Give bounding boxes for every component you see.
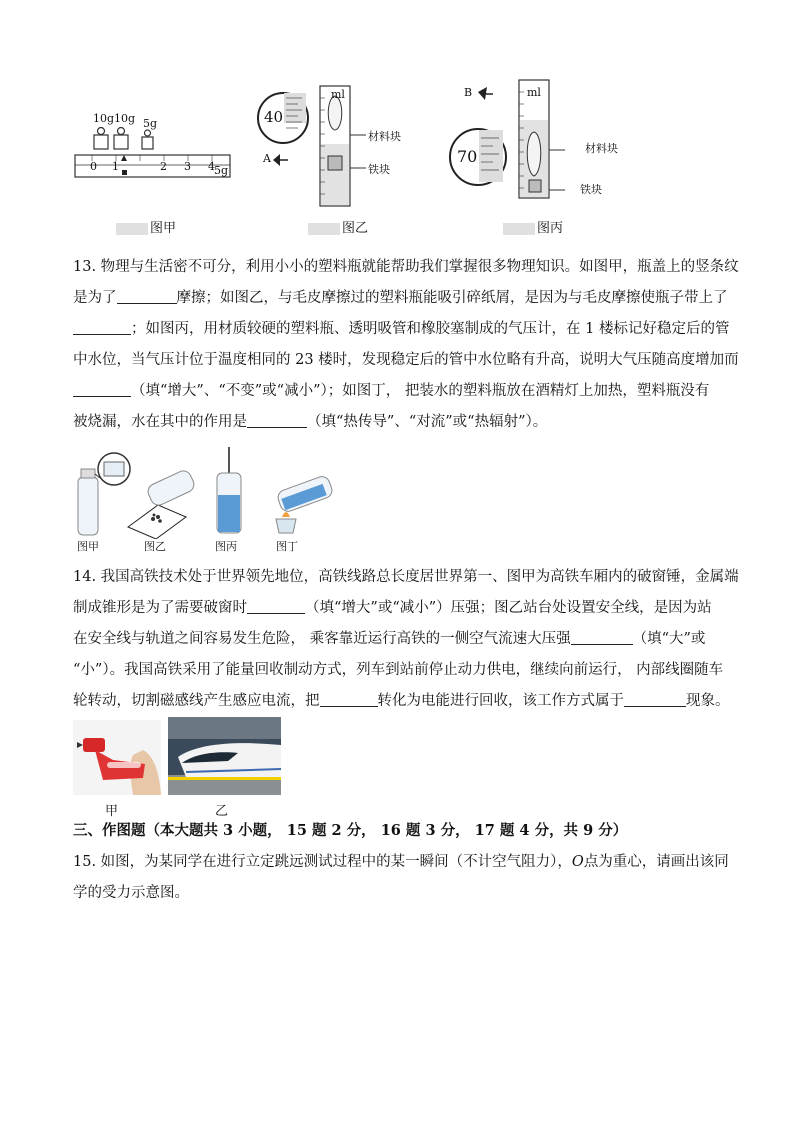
figure-bottles: [68, 447, 348, 539]
bottle-jia: [78, 453, 130, 535]
q13-line-6: 被烧漏，水在其中的作用是 （填“热传导”、“对流”或“热辐射”）。: [73, 414, 548, 430]
bing-reading: 70: [457, 147, 478, 166]
yi-reading: 40: [264, 108, 284, 126]
mid-caption-ding: 图丁: [276, 540, 298, 553]
q13-blank-3[interactable]: [73, 382, 131, 397]
q13-blank-1[interactable]: [117, 289, 177, 304]
weight-label-1: 10g: [93, 112, 115, 125]
photo-emergency-hammer: [73, 720, 161, 795]
mid-caption-bing: 图丙: [215, 540, 237, 553]
q13-line-3: ；如图丙，用材质较硬的塑料瓶、透明吸管和橡胶塞制成的气压计，在 1 楼标记好稳定后的管: [73, 319, 729, 339]
q15-line-2: 学的受力示意图。: [73, 885, 189, 901]
q14-blank-2[interactable]: [571, 630, 633, 645]
yi-material-label: 材料块: [368, 130, 401, 143]
ruler-tick-2: 2: [160, 160, 167, 173]
ruler-tick-0: 0: [90, 160, 97, 173]
yi-point-a: A: [263, 152, 271, 165]
q13-blank-2[interactable]: [73, 320, 131, 335]
q13-blank-4[interactable]: [247, 413, 307, 428]
ruler-tick-5: 5g: [214, 164, 229, 177]
yi-unit: ml: [331, 88, 345, 101]
q14-line-2: 制成锥形是为了需要破窗时 （填“增大”或“减小”）压强；图乙站台处设置安全线，是因为站: [73, 600, 712, 616]
q14-line-4: “小”）。我国高铁采用了能量回收制动方式，列车到站前停止动力供电，继续向前运行， 内部线圈随车: [73, 662, 724, 678]
q14-blank-1[interactable]: [247, 599, 305, 614]
weight-label-2: 10g: [114, 112, 136, 125]
bing-unit: ml: [527, 86, 541, 99]
weight-label-3: 5g: [143, 117, 158, 130]
q14-line-1: 14. 我国高铁技术处于世界领先地位，高铁线路总长度居世界第一、图甲为高铁车厢内的破窗锤，金属端: [73, 569, 739, 585]
bing-material-label: 材料块: [585, 142, 618, 155]
caption-yi: 图乙: [308, 217, 368, 236]
bing-point-b: B: [464, 86, 473, 99]
section-3-heading: 三、作图题（本大题共 3 小题， 15 题 2 分， 16 题 3 分， 17 题 4 分，共 9 分）: [73, 822, 628, 839]
q14-caption-jia: 甲: [105, 804, 119, 819]
q13-line-2: 是为了 摩擦；如图乙，与毛皮摩擦过的塑料瓶能吸引碎纸屑，是因为与毛皮摩擦使瓶子带上了: [73, 290, 728, 306]
q13-line-5: （填“增大”、“不变”或“减小”）；如图丁， 把装水的塑料瓶放在酒精灯上加热，塑料瓶没有: [73, 381, 709, 401]
yi-iron-label: 铁块: [368, 163, 390, 176]
mid-caption-jia: 图甲: [77, 540, 99, 553]
q14-blank-3[interactable]: [320, 692, 378, 707]
ruler-tick-3: 3: [184, 160, 191, 173]
mid-caption-yi: 图乙: [144, 540, 166, 553]
q13-line-4: 中水位，当气压计位于温度相同的 23 楼时，发现稳定后的管中水位略有升高，说明大气压随高度增加而: [73, 352, 739, 368]
ruler-tick-1: 1: [112, 160, 119, 173]
bottle-bing: [217, 447, 241, 533]
q15-point-o: O: [571, 854, 584, 870]
q15-line-1: 15. 如图，为某同学在进行立定跳远测试过程中的某一瞬间（不计空气阻力），O点为重心，请画出该同: [73, 854, 729, 870]
q13-line-1: 13. 物理与生活密不可分，利用小小的塑料瓶就能帮助我们掌握很多物理知识。如图甲，瓶盖上的竖条纹: [73, 259, 739, 275]
q14-line-5: 轮转动，切割磁感线产生感应电流，把 转化为电能进行回收，该工作方式属于 现象。: [73, 693, 730, 709]
ruler-tick-4: 4: [208, 160, 215, 173]
caption-bing: 图丙: [503, 217, 563, 236]
caption-jia: 图甲: [116, 217, 176, 236]
q14-caption-yi: 乙: [215, 804, 229, 819]
bottle-ding: [276, 474, 334, 533]
q14-blank-4[interactable]: [624, 692, 686, 707]
photo-high-speed-train: [168, 717, 281, 795]
bottle-yi: [128, 468, 196, 539]
bing-iron-label: 铁块: [580, 183, 602, 196]
q14-line-3: 在安全线与轨道之间容易发生危险， 乘客靠近运行高铁的一侧空气流速大压强 （填“大”或: [73, 631, 706, 647]
